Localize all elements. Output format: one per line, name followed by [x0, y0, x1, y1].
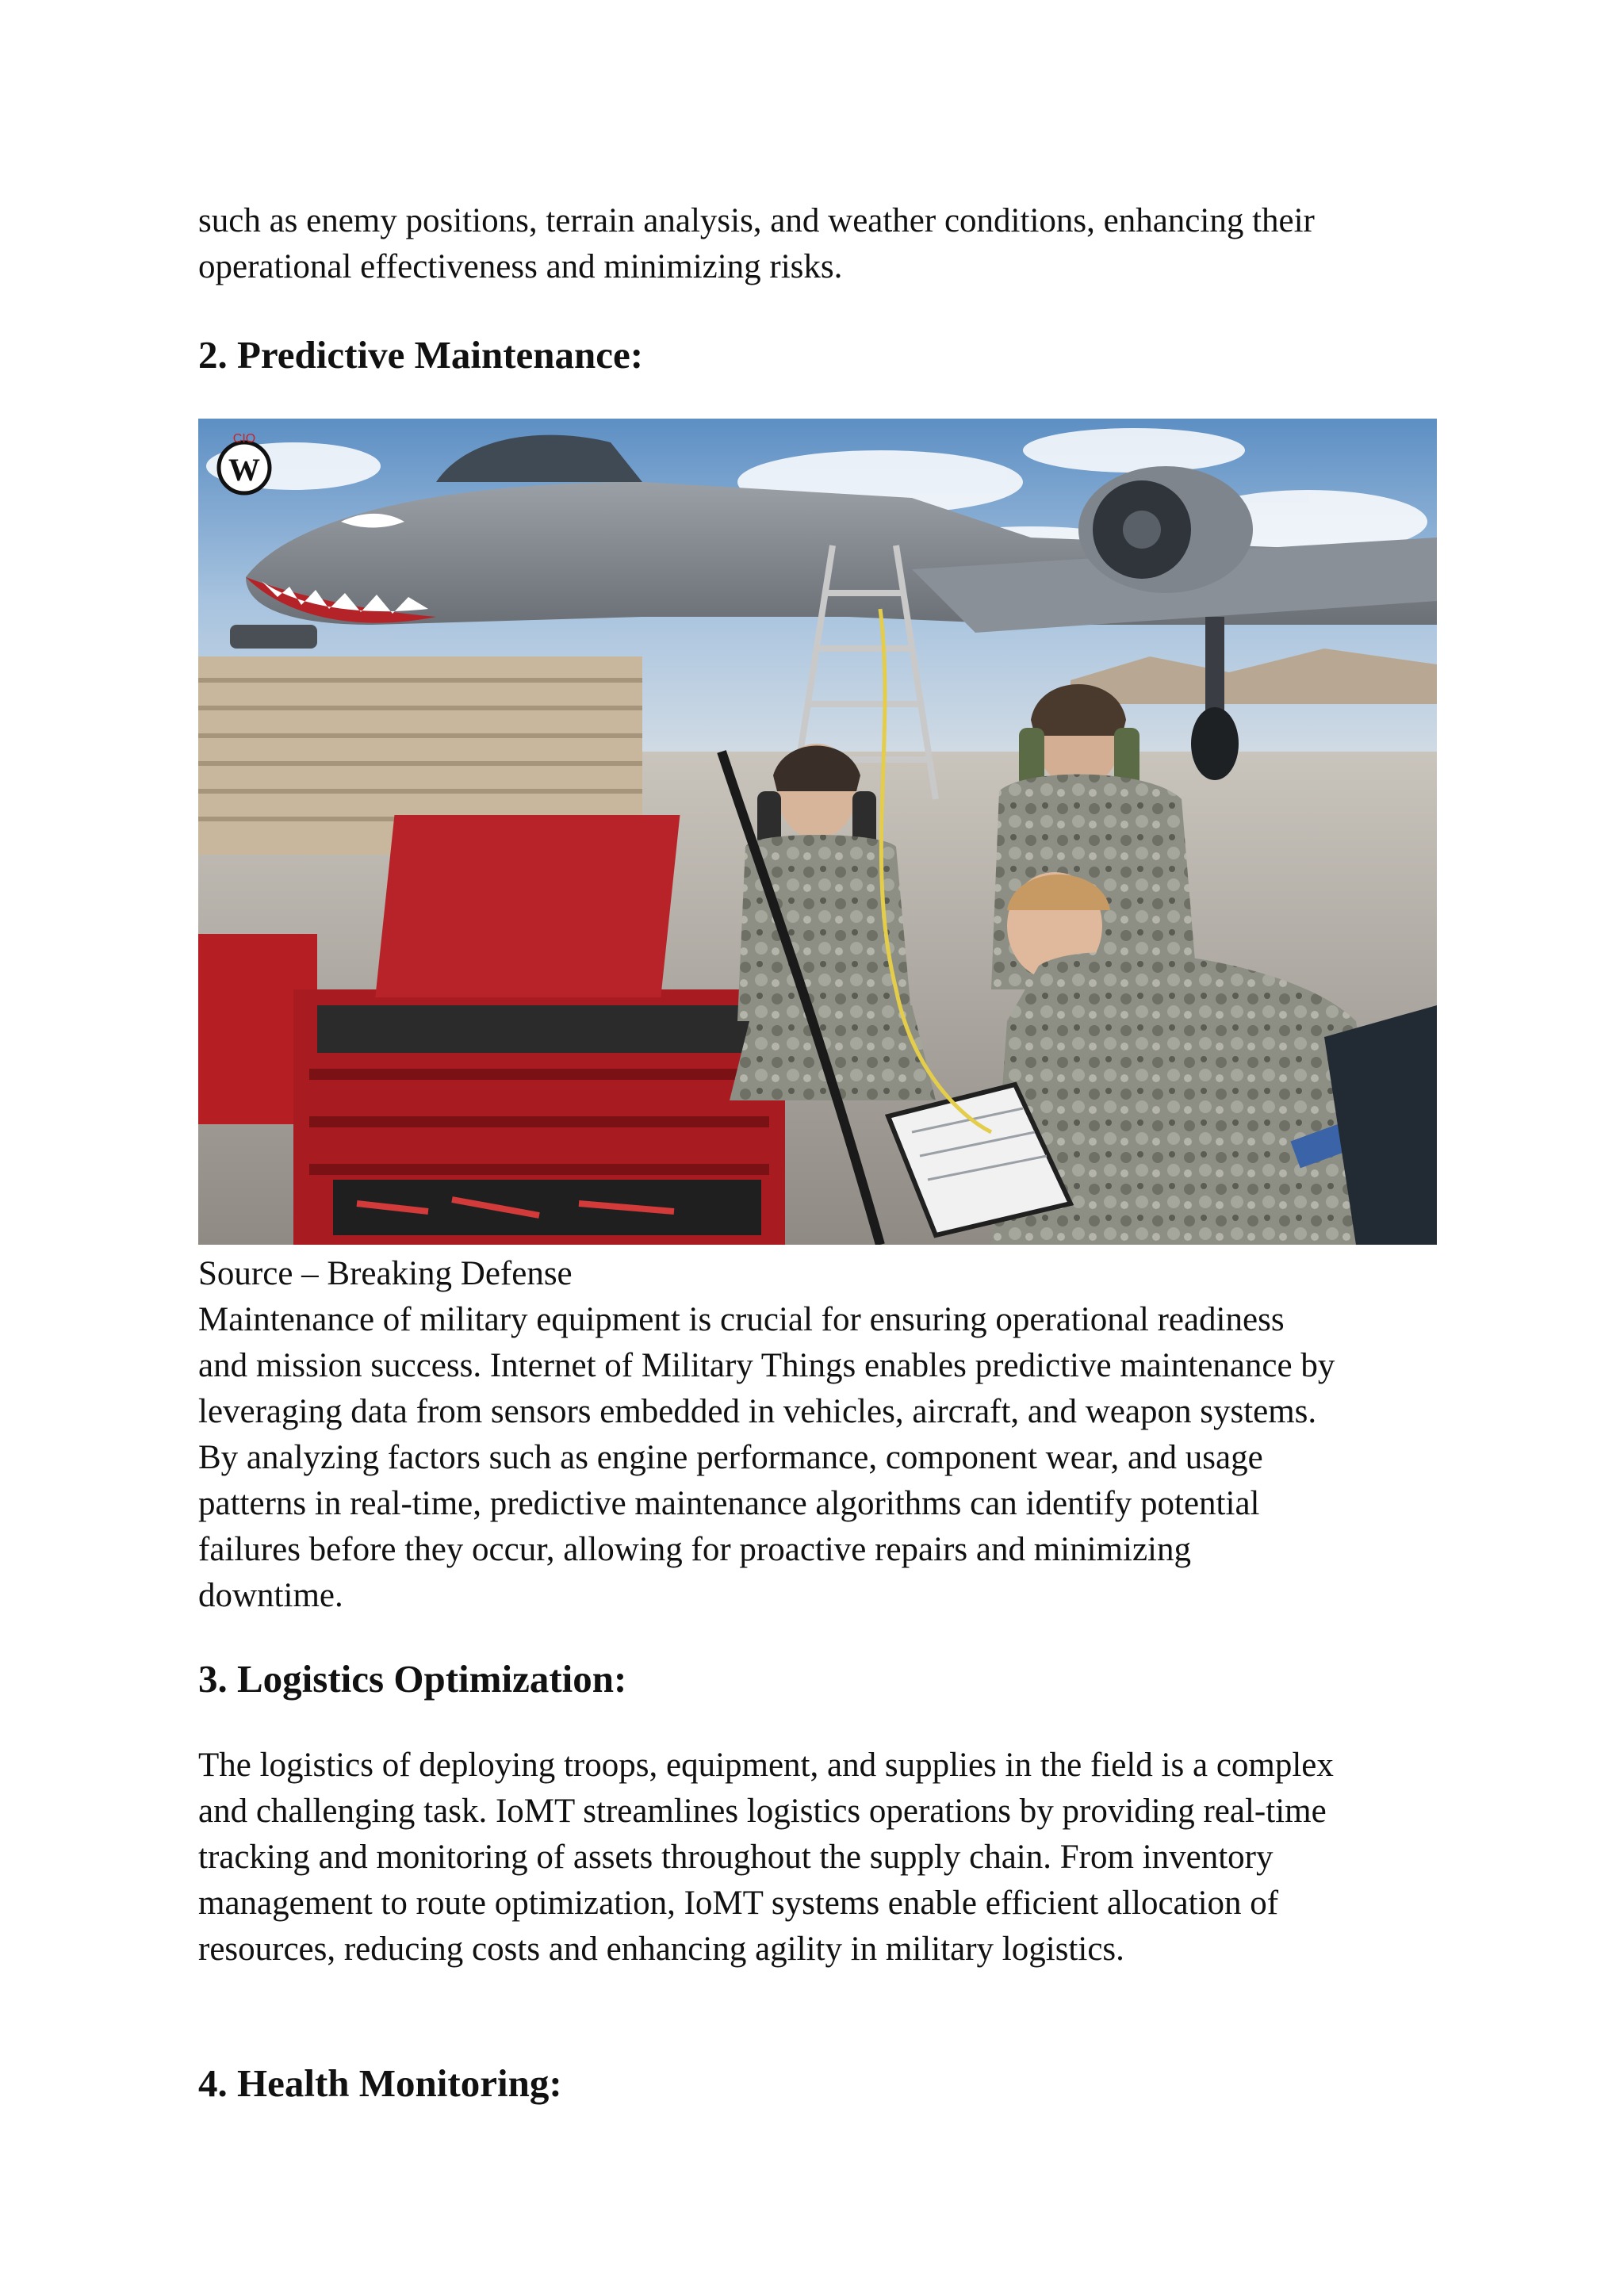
paragraph-line: tracking and monitoring of assets throughout the supply chain. From inventory	[198, 1839, 1274, 1876]
paragraph-line: The logistics of deploying troops, equipment, and supplies in the field is a complex	[198, 1747, 1334, 1784]
paragraph-line: By analyzing factors such as engine performance, component wear, and usage	[198, 1439, 1263, 1476]
section-heading-logistics-optimization: 3. Logistics Optimization:	[198, 1657, 627, 1701]
section-heading-predictive-maintenance: 2. Predictive Maintenance:	[198, 333, 644, 377]
paragraph-line: and mission success. Internet of Military Things enables predictive maintenance by	[198, 1347, 1335, 1384]
logistics-optimization-paragraph	[198, 1743, 1467, 1973]
logo-letter: W	[228, 452, 260, 488]
paragraph-line: Maintenance of military equipment is crucial for ensuring operational readiness	[198, 1301, 1285, 1338]
intro-line: operational effectiveness and minimizing risks.	[198, 248, 843, 285]
paragraph-line: failures before they occur, allowing for proactive repairs and minimizing	[198, 1531, 1191, 1568]
intro-paragraph	[198, 198, 1467, 290]
intro-line: such as enemy positions, terrain analysis, and weather conditions, enhancing their	[198, 202, 1315, 239]
section-heading-health-monitoring: 4. Health Monitoring:	[198, 2061, 562, 2105]
aircraft-maintenance-image	[198, 419, 1437, 1245]
paragraph-line: downtime.	[198, 1577, 343, 1614]
logo-text: CIO	[232, 432, 256, 446]
paragraph-line: resources, reducing costs and enhancing agility in military logistics.	[198, 1931, 1124, 1968]
paragraph-line: management to route optimization, IoMT systems enable efficient allocation of	[198, 1885, 1279, 1922]
paragraph-line: and challenging task. IoMT streamlines logistics operations by providing real-time	[198, 1793, 1327, 1830]
paragraph-line: patterns in real-time, predictive maintenance algorithms can identify potential	[198, 1485, 1260, 1522]
paragraph-line: leveraging data from sensors embedded in vehicles, aircraft, and weapon systems.	[198, 1393, 1317, 1430]
image-caption: Source – Breaking Defense	[198, 1255, 573, 1292]
predictive-maintenance-paragraph	[198, 1297, 1467, 1619]
maintenance-photo	[198, 419, 1437, 1245]
